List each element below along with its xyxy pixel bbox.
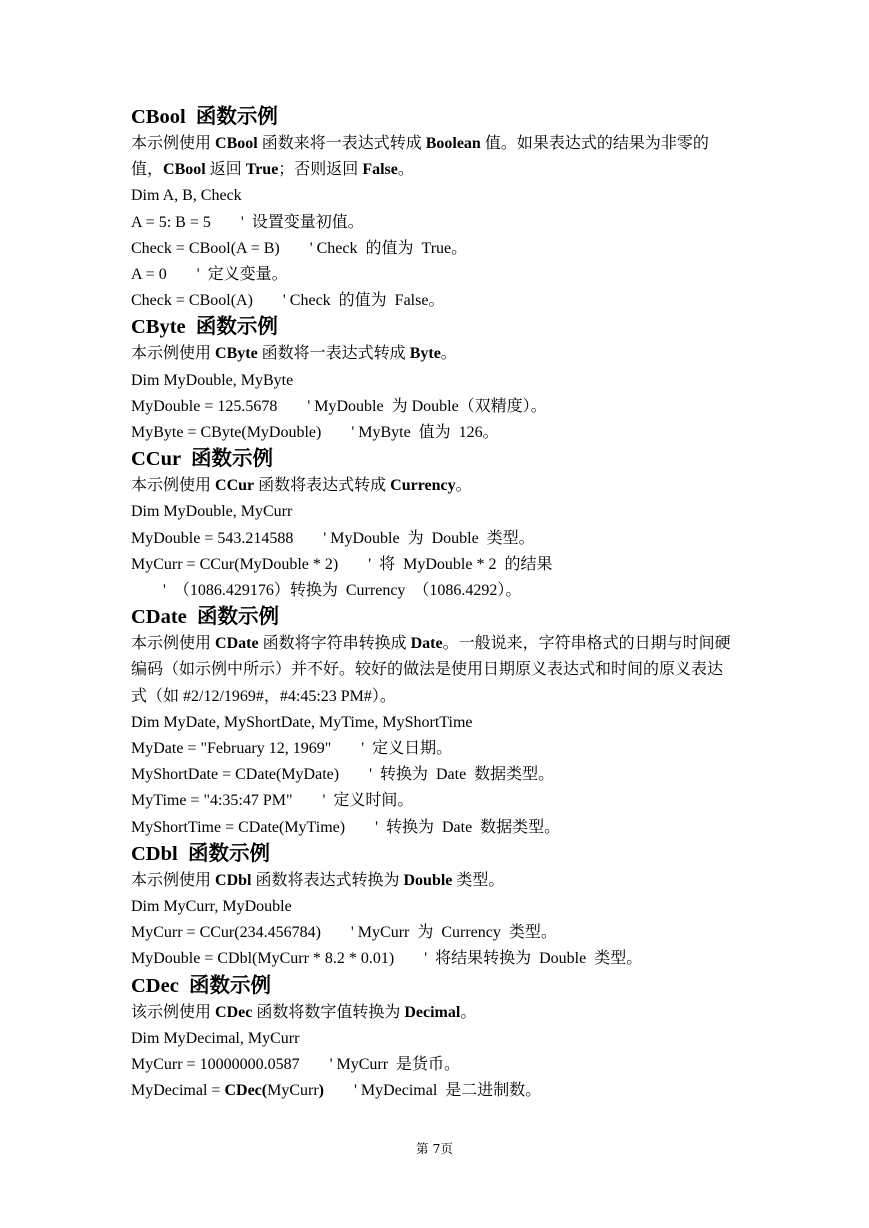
document-body bbox=[131, 104, 771, 1105]
intro-text: 类型。 bbox=[452, 871, 505, 889]
code-line bbox=[131, 526, 771, 552]
code-line bbox=[131, 499, 771, 525]
section-intro bbox=[131, 341, 736, 367]
keyword: True bbox=[245, 161, 279, 179]
code-comment: ' MyCurr 是货币。 bbox=[329, 1056, 461, 1074]
intro-text: 返回 bbox=[205, 161, 246, 179]
code-line bbox=[131, 552, 771, 578]
intro-text: 函数将表达式转换为 bbox=[251, 871, 404, 889]
intro-text: 本示例使用 bbox=[131, 345, 216, 363]
code-line bbox=[131, 920, 771, 946]
intro-text: 本示例使用 bbox=[131, 135, 216, 152]
code-comment: ' 定义变量。 bbox=[196, 266, 288, 284]
keyword: Double bbox=[403, 871, 453, 889]
keyword: CDec bbox=[215, 1003, 253, 1021]
keyword: Date bbox=[410, 635, 443, 653]
code-text: MyDouble = 125.5678 bbox=[131, 397, 278, 415]
code-text: Dim MyDouble, MyCurr bbox=[131, 503, 293, 521]
keyword: Byte bbox=[409, 345, 441, 363]
keyword: Currency bbox=[390, 477, 456, 495]
section-heading: CDate 函数示例 bbox=[131, 606, 280, 629]
intro-text: ；否则返回 bbox=[278, 161, 363, 179]
intro-text: 函数将字符串转换成 bbox=[258, 635, 411, 653]
code-line bbox=[131, 788, 771, 814]
section-heading: CDec 函数示例 bbox=[131, 974, 272, 997]
code-text: MyCurr = CCur(MyDouble * 2) bbox=[131, 555, 339, 573]
code-line bbox=[131, 420, 771, 446]
code-comment: ' （1086.429176）转换为 Currency （1086.4292）。 bbox=[163, 582, 522, 600]
intro-text: 。 bbox=[440, 345, 457, 363]
keyword: CBool bbox=[215, 135, 258, 152]
code-comment: ' 将 MyDouble * 2 的结果 bbox=[368, 555, 553, 573]
keyword: CCur bbox=[215, 477, 255, 495]
intro-text: 。 bbox=[455, 477, 472, 495]
code-text: MyTime = "4:35:47 PM" bbox=[131, 792, 293, 810]
code-line bbox=[131, 762, 771, 788]
intro-text: 。 bbox=[460, 1003, 477, 1021]
section-intro bbox=[131, 868, 736, 894]
code-comment: ' MyDecimal 是二进制数。 bbox=[353, 1082, 542, 1100]
code-text: MyCurr = 10000000.0587 bbox=[131, 1056, 300, 1074]
code-comment: ' MyByte 值为 126。 bbox=[351, 424, 499, 442]
code-text: MyShortDate = CDate(MyDate) bbox=[131, 766, 340, 784]
code-comment: ' MyCurr 为 Currency 类型。 bbox=[350, 924, 557, 942]
code-line bbox=[131, 1026, 771, 1052]
code-text: A = 0 bbox=[131, 266, 167, 284]
code-line bbox=[131, 946, 771, 972]
code-keyword: ) bbox=[318, 1082, 324, 1100]
intro-text: 该示例使用 bbox=[131, 1003, 216, 1021]
code-line bbox=[131, 578, 771, 604]
code-line bbox=[131, 394, 771, 420]
intro-text: 本示例使用 bbox=[131, 635, 216, 653]
code-text: Dim A, B, Check bbox=[131, 187, 242, 205]
code-line bbox=[131, 736, 771, 762]
keyword: Decimal bbox=[404, 1003, 461, 1021]
keyword: CBool bbox=[163, 161, 206, 179]
intro-text: 函数将数字值转换为 bbox=[252, 1003, 405, 1021]
code-line bbox=[131, 236, 771, 262]
section-heading: CDbl 函数示例 bbox=[131, 842, 270, 865]
code-text: Check = CBool(A = B) bbox=[131, 239, 280, 257]
code-comment: ' Check 的值为 True。 bbox=[309, 239, 468, 257]
code-text: MyShortTime = CDate(MyTime) bbox=[131, 818, 346, 836]
code-comment: ' 将结果转换为 Double 类型。 bbox=[424, 950, 643, 968]
code-text: MyDecimal = bbox=[131, 1082, 225, 1100]
page-number: 第 7页 bbox=[416, 1141, 453, 1156]
intro-text: 函数将一表达式转成 bbox=[257, 345, 410, 363]
code-text: Dim MyDouble, MyByte bbox=[131, 371, 294, 389]
code-line bbox=[131, 210, 771, 236]
section-heading: CCur 函数示例 bbox=[131, 448, 273, 471]
intro-text: 。一般说来，字符串格式的日期与时间硬编码（如示例中所示）并不好。较好的做法是使用日期原义表达式和时间的原义表达式（如 #2/12/1969#，#4:45:23 PM#）。 bbox=[131, 635, 731, 705]
code-line bbox=[131, 710, 771, 736]
intro-text: 本示例使用 bbox=[131, 871, 216, 889]
code-text: MyDouble = CDbl(MyCurr * 8.2 * 0.01) bbox=[131, 950, 395, 968]
code-text: A = 5: B = 5 bbox=[131, 213, 211, 231]
keyword: Boolean bbox=[425, 135, 481, 152]
code-text: MyDate = "February 12, 1969" bbox=[131, 740, 332, 758]
code-text: MyByte = CByte(MyDouble) bbox=[131, 424, 322, 442]
section-heading: CByte 函数示例 bbox=[131, 316, 278, 339]
code-text: Dim MyCurr, MyDouble bbox=[131, 898, 292, 916]
section-heading: CBool 函数示例 bbox=[131, 106, 278, 128]
section-intro bbox=[131, 1000, 736, 1026]
code-comment: ' 设置变量初值。 bbox=[240, 213, 364, 231]
code-text: MyDouble = 543.214588 bbox=[131, 529, 294, 547]
code-comment: ' Check 的值为 False。 bbox=[282, 292, 445, 310]
intro-text: 函数来将一表达式转成 bbox=[257, 135, 426, 152]
code-keyword: CDec( bbox=[224, 1082, 268, 1100]
code-line bbox=[131, 1078, 771, 1104]
code-comment: ' 转换为 Date 数据类型。 bbox=[375, 818, 561, 836]
intro-text: 本示例使用 bbox=[131, 477, 216, 495]
code-comment: ' 转换为 Date 数据类型。 bbox=[369, 766, 555, 784]
intro-text: 值。如果表达式的结果为非零的值， bbox=[131, 135, 709, 179]
keyword: CDbl bbox=[215, 871, 252, 889]
code-text: MyCurr bbox=[267, 1082, 319, 1100]
code-comment: ' MyDouble 为 Double 类型。 bbox=[323, 529, 535, 547]
code-line bbox=[131, 368, 771, 394]
keyword: False bbox=[362, 161, 398, 179]
code-comment: ' 定义日期。 bbox=[361, 740, 453, 758]
code-line bbox=[131, 894, 771, 920]
code-line bbox=[131, 183, 771, 209]
code-line bbox=[131, 288, 771, 314]
section-intro bbox=[131, 131, 736, 183]
code-line bbox=[131, 262, 771, 288]
code-text: MyCurr = CCur(234.456784) bbox=[131, 924, 321, 942]
code-line bbox=[131, 1052, 771, 1078]
code-comment: ' MyDouble 为 Double（双精度）。 bbox=[307, 397, 547, 415]
keyword: CByte bbox=[215, 345, 258, 363]
code-line bbox=[131, 815, 771, 841]
section-intro bbox=[131, 473, 736, 499]
keyword: CDate bbox=[215, 635, 259, 653]
code-text: Dim MyDecimal, MyCurr bbox=[131, 1029, 300, 1047]
code-text: Check = CBool(A) bbox=[131, 292, 253, 310]
section-intro bbox=[131, 631, 736, 710]
code-comment: ' 定义时间。 bbox=[322, 792, 414, 810]
intro-text: 函数将表达式转成 bbox=[254, 477, 391, 495]
intro-text: 。 bbox=[397, 161, 414, 179]
code-text: Dim MyDate, MyShortDate, MyTime, MyShortTime bbox=[131, 713, 473, 731]
